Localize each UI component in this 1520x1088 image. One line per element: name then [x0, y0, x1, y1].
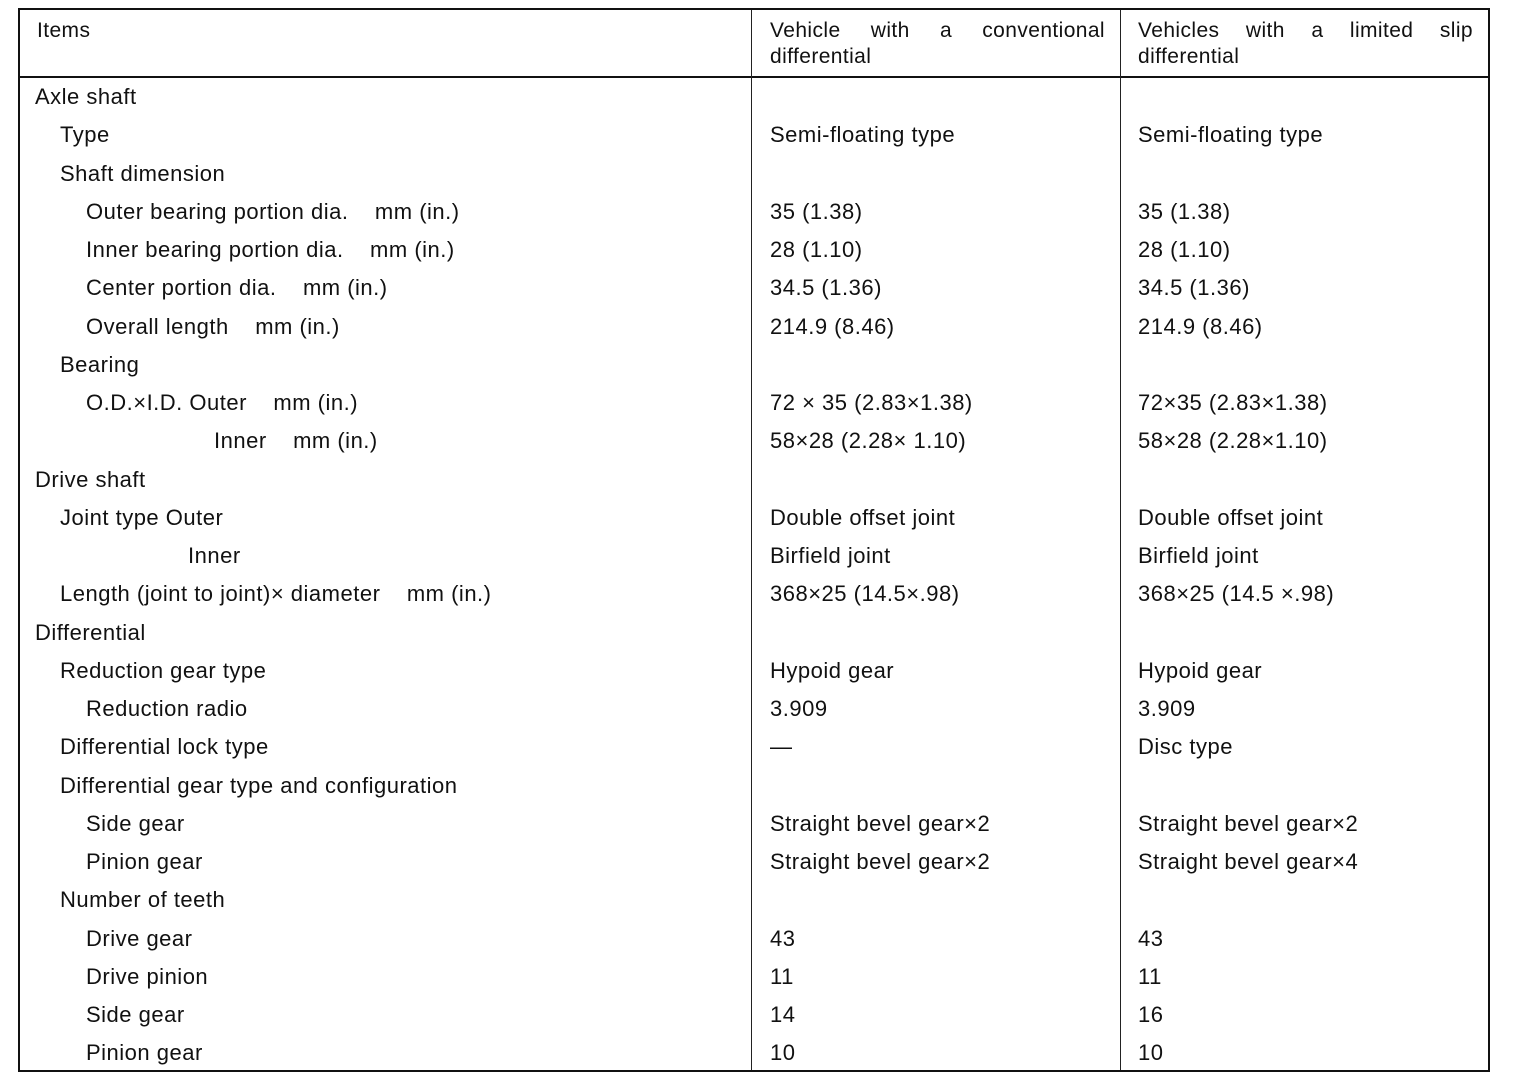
- cell-conv: Straight bevel gear×2: [770, 810, 991, 836]
- table-row: [20, 690, 1488, 728]
- cell-lsd: 43: [1138, 925, 1164, 951]
- table-row: [20, 881, 1488, 919]
- table-row: [20, 155, 1488, 193]
- cell-conv: 14: [770, 1002, 796, 1027]
- header-conventional: Vehicle with a conventional differential: [770, 19, 1105, 68]
- cell-lsd: 11: [1138, 963, 1162, 989]
- cell-conv: 3.909: [770, 696, 828, 721]
- cell-conv: 214.9 (8.46): [770, 313, 895, 339]
- cell-lsd: Hypoid gear: [1138, 657, 1263, 683]
- table-row: [20, 805, 1488, 843]
- cell-lsd: 3.909: [1138, 696, 1196, 721]
- cell-item: Axle shaft: [35, 84, 137, 109]
- cell-item: Side gear: [86, 810, 185, 836]
- cell-item: Overall length mm (in.): [86, 313, 340, 339]
- cell-item: Joint type Outer: [60, 504, 224, 530]
- cell-item: Drive gear: [86, 925, 193, 951]
- cell-conv: 368×25 (14.5×.98): [770, 581, 960, 607]
- cell-conv: Double offset joint: [770, 504, 956, 530]
- cell-item: Differential: [35, 619, 146, 645]
- table-row: [20, 499, 1488, 537]
- cell-lsd: 72×35 (2.83×1.38): [1138, 390, 1328, 415]
- table-row: [20, 728, 1488, 766]
- cell-lsd: Straight bevel gear×4: [1138, 849, 1359, 874]
- header-limited-slip: Vehicles with a limited slip differential: [1138, 19, 1473, 68]
- cell-item: Number of teeth: [60, 887, 226, 913]
- spec-table: [18, 8, 1490, 1072]
- cell-item: Type: [60, 122, 110, 148]
- cell-lsd: 35 (1.38): [1138, 198, 1231, 224]
- table-row: [20, 116, 1488, 154]
- cell-lsd: 16: [1138, 1002, 1164, 1027]
- cell-lsd: 28 (1.10): [1138, 237, 1231, 262]
- table-row: [20, 269, 1488, 307]
- cell-lsd: Birfield joint: [1138, 543, 1259, 568]
- cell-item: Shaft dimension: [60, 160, 226, 186]
- cell-conv: 28 (1.10): [770, 237, 863, 262]
- table-row: [20, 575, 1488, 613]
- cell-item: Inner bearing portion dia. mm (in.): [86, 237, 455, 262]
- cell-item: Outer bearing portion dia. mm (in.): [86, 198, 460, 224]
- cell-item: Center portion dia. mm (in.): [86, 275, 388, 301]
- cell-item: Length (joint to joint)× diameter mm (in.): [60, 581, 492, 607]
- table-row: [20, 231, 1488, 269]
- cell-item: Inner mm (in.): [214, 428, 378, 454]
- cell-lsd: 34.5 (1.36): [1138, 275, 1250, 301]
- table-row: [20, 1034, 1488, 1072]
- cell-lsd: 10: [1138, 1040, 1164, 1066]
- cell-item: O.D.×I.D. Outer mm (in.): [86, 390, 359, 415]
- cell-conv: Straight bevel gear×2: [770, 849, 991, 874]
- cell-lsd: Semi-floating type: [1138, 122, 1324, 148]
- cell-lsd: 214.9 (8.46): [1138, 313, 1263, 339]
- cell-item: Reduction radio: [86, 696, 248, 721]
- cell-item: Differential gear type and configuration: [60, 772, 458, 798]
- cell-lsd: 368×25 (14.5 ×.98): [1138, 581, 1335, 607]
- table-row: [20, 767, 1488, 805]
- cell-conv: 58×28 (2.28× 1.10): [770, 428, 967, 454]
- table-row: [20, 843, 1488, 881]
- cell-conv: Birfield joint: [770, 543, 891, 568]
- table-row: [20, 920, 1488, 958]
- cell-conv: 43: [770, 925, 796, 951]
- cell-conv: Hypoid gear: [770, 657, 895, 683]
- cell-item: Pinion gear: [86, 849, 203, 874]
- table-row: [20, 384, 1488, 422]
- cell-conv: 11: [770, 963, 794, 989]
- table-row: [20, 958, 1488, 996]
- cell-conv: 34.5 (1.36): [770, 275, 882, 301]
- cell-conv: 72 × 35 (2.83×1.38): [770, 390, 973, 415]
- cell-item: Drive pinion: [86, 963, 209, 989]
- cell-lsd: 58×28 (2.28×1.10): [1138, 428, 1328, 454]
- cell-item: Bearing: [60, 351, 140, 377]
- cell-conv: 35 (1.38): [770, 198, 863, 224]
- cell-item: Pinion gear: [86, 1040, 203, 1066]
- cell-item: Inner: [188, 543, 241, 568]
- table-row: [20, 537, 1488, 575]
- cell-conv: —: [770, 734, 793, 760]
- cell-conv: Semi-floating type: [770, 122, 956, 148]
- table-row: [20, 461, 1488, 499]
- cell-item: Side gear: [86, 1002, 185, 1027]
- cell-lsd: Double offset joint: [1138, 504, 1324, 530]
- table-row: [20, 996, 1488, 1034]
- cell-item: Drive shaft: [35, 466, 146, 492]
- cell-conv: 10: [770, 1040, 796, 1066]
- table-row: [20, 78, 1488, 116]
- cell-item: Reduction gear type: [60, 657, 267, 683]
- table-row: [20, 422, 1488, 460]
- table-row: [20, 308, 1488, 346]
- table-row: [20, 193, 1488, 231]
- cell-item: Differential lock type: [60, 734, 269, 760]
- table-row: [20, 614, 1488, 652]
- table-row: [20, 346, 1488, 384]
- header-items: Items: [37, 19, 91, 42]
- cell-lsd: Straight bevel gear×2: [1138, 810, 1359, 836]
- table-row: [20, 652, 1488, 690]
- cell-lsd: Disc type: [1138, 734, 1233, 760]
